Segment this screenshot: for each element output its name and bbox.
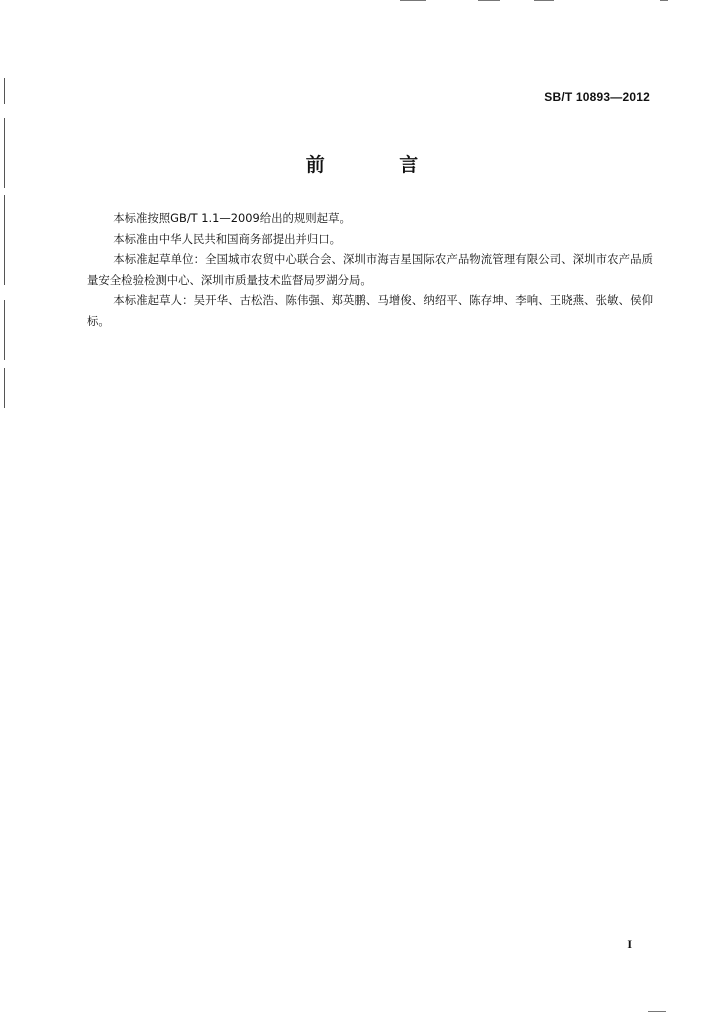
- scan-artifact: [4, 195, 5, 285]
- preface-body: [87, 208, 653, 331]
- scan-artifact: [4, 368, 5, 408]
- scan-artifact: [4, 300, 5, 360]
- paragraph-drafting-units: 本标准起草单位：全国城市农贸中心联合会、深圳市海吉星国际农产品物流管理有限公司、深圳市农产品质量安全检验检测中心、深圳市质量技术监督局罗湖分局。: [87, 252, 653, 287]
- paragraph-drafters: 本标准起草人：吴开华、古松浩、陈伟强、郑英鹏、马增俊、纳绍平、陈存坤、李响、王晓燕、张敏、侯仰标。: [87, 293, 653, 328]
- scan-artifact: [648, 1011, 666, 1012]
- preface-title: 前 言: [305, 154, 453, 176]
- scan-artifact: [4, 78, 5, 104]
- scan-artifact: [478, 0, 500, 1]
- page-number: I: [627, 937, 632, 951]
- scan-artifact: [660, 0, 668, 1]
- scan-artifact: [400, 0, 426, 1]
- standard-code: SB/T 10893—2012: [544, 90, 650, 104]
- scan-artifact: [534, 0, 554, 1]
- paragraph-drafting-rules: 本标准按照GB/T 1.1—2009给出的规则起草。: [113, 211, 351, 225]
- paragraph-proposer: 本标准由中华人民共和国商务部提出并归口。: [113, 231, 342, 246]
